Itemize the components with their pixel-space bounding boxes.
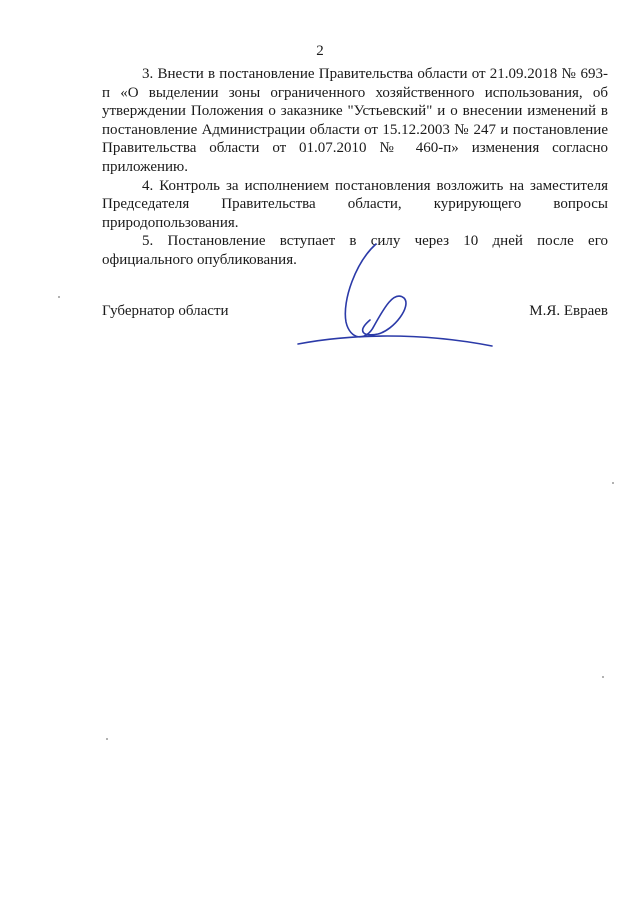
document-body — [102, 65, 608, 270]
signer-name: М.Я. Евраев — [529, 303, 608, 319]
scan-speck — [602, 676, 604, 678]
handwritten-signature — [290, 240, 500, 355]
paragraph-5-effective-date: 5. Постановление вступает в силу через 10 дней после его официального опубликования. — [102, 233, 608, 268]
scan-speck — [612, 482, 614, 484]
page-number: 2 — [316, 43, 324, 59]
paragraph-3-amendments: 3. Внести в постановление Правительства области от 21.09.2018 № 693-п «О выделении зоны ограниченного хозяйственного использования, об утверждении Положения о заказнике "Устьевский" и о внесении изменений в постановление Администрации области от 15.12.2003 № 247 и постановление Правительства области от 01.07.2010 № 460-п» изменения согласно приложению. — [102, 66, 608, 175]
paragraph-4-control: 4. Контроль за исполнением постановления возложить на заместителя Председателя Правительства области, курирующего вопросы природопользования. — [102, 177, 608, 231]
scan-speck — [106, 738, 108, 740]
scan-speck — [58, 296, 60, 298]
signer-position: Губернатор области — [102, 303, 229, 319]
